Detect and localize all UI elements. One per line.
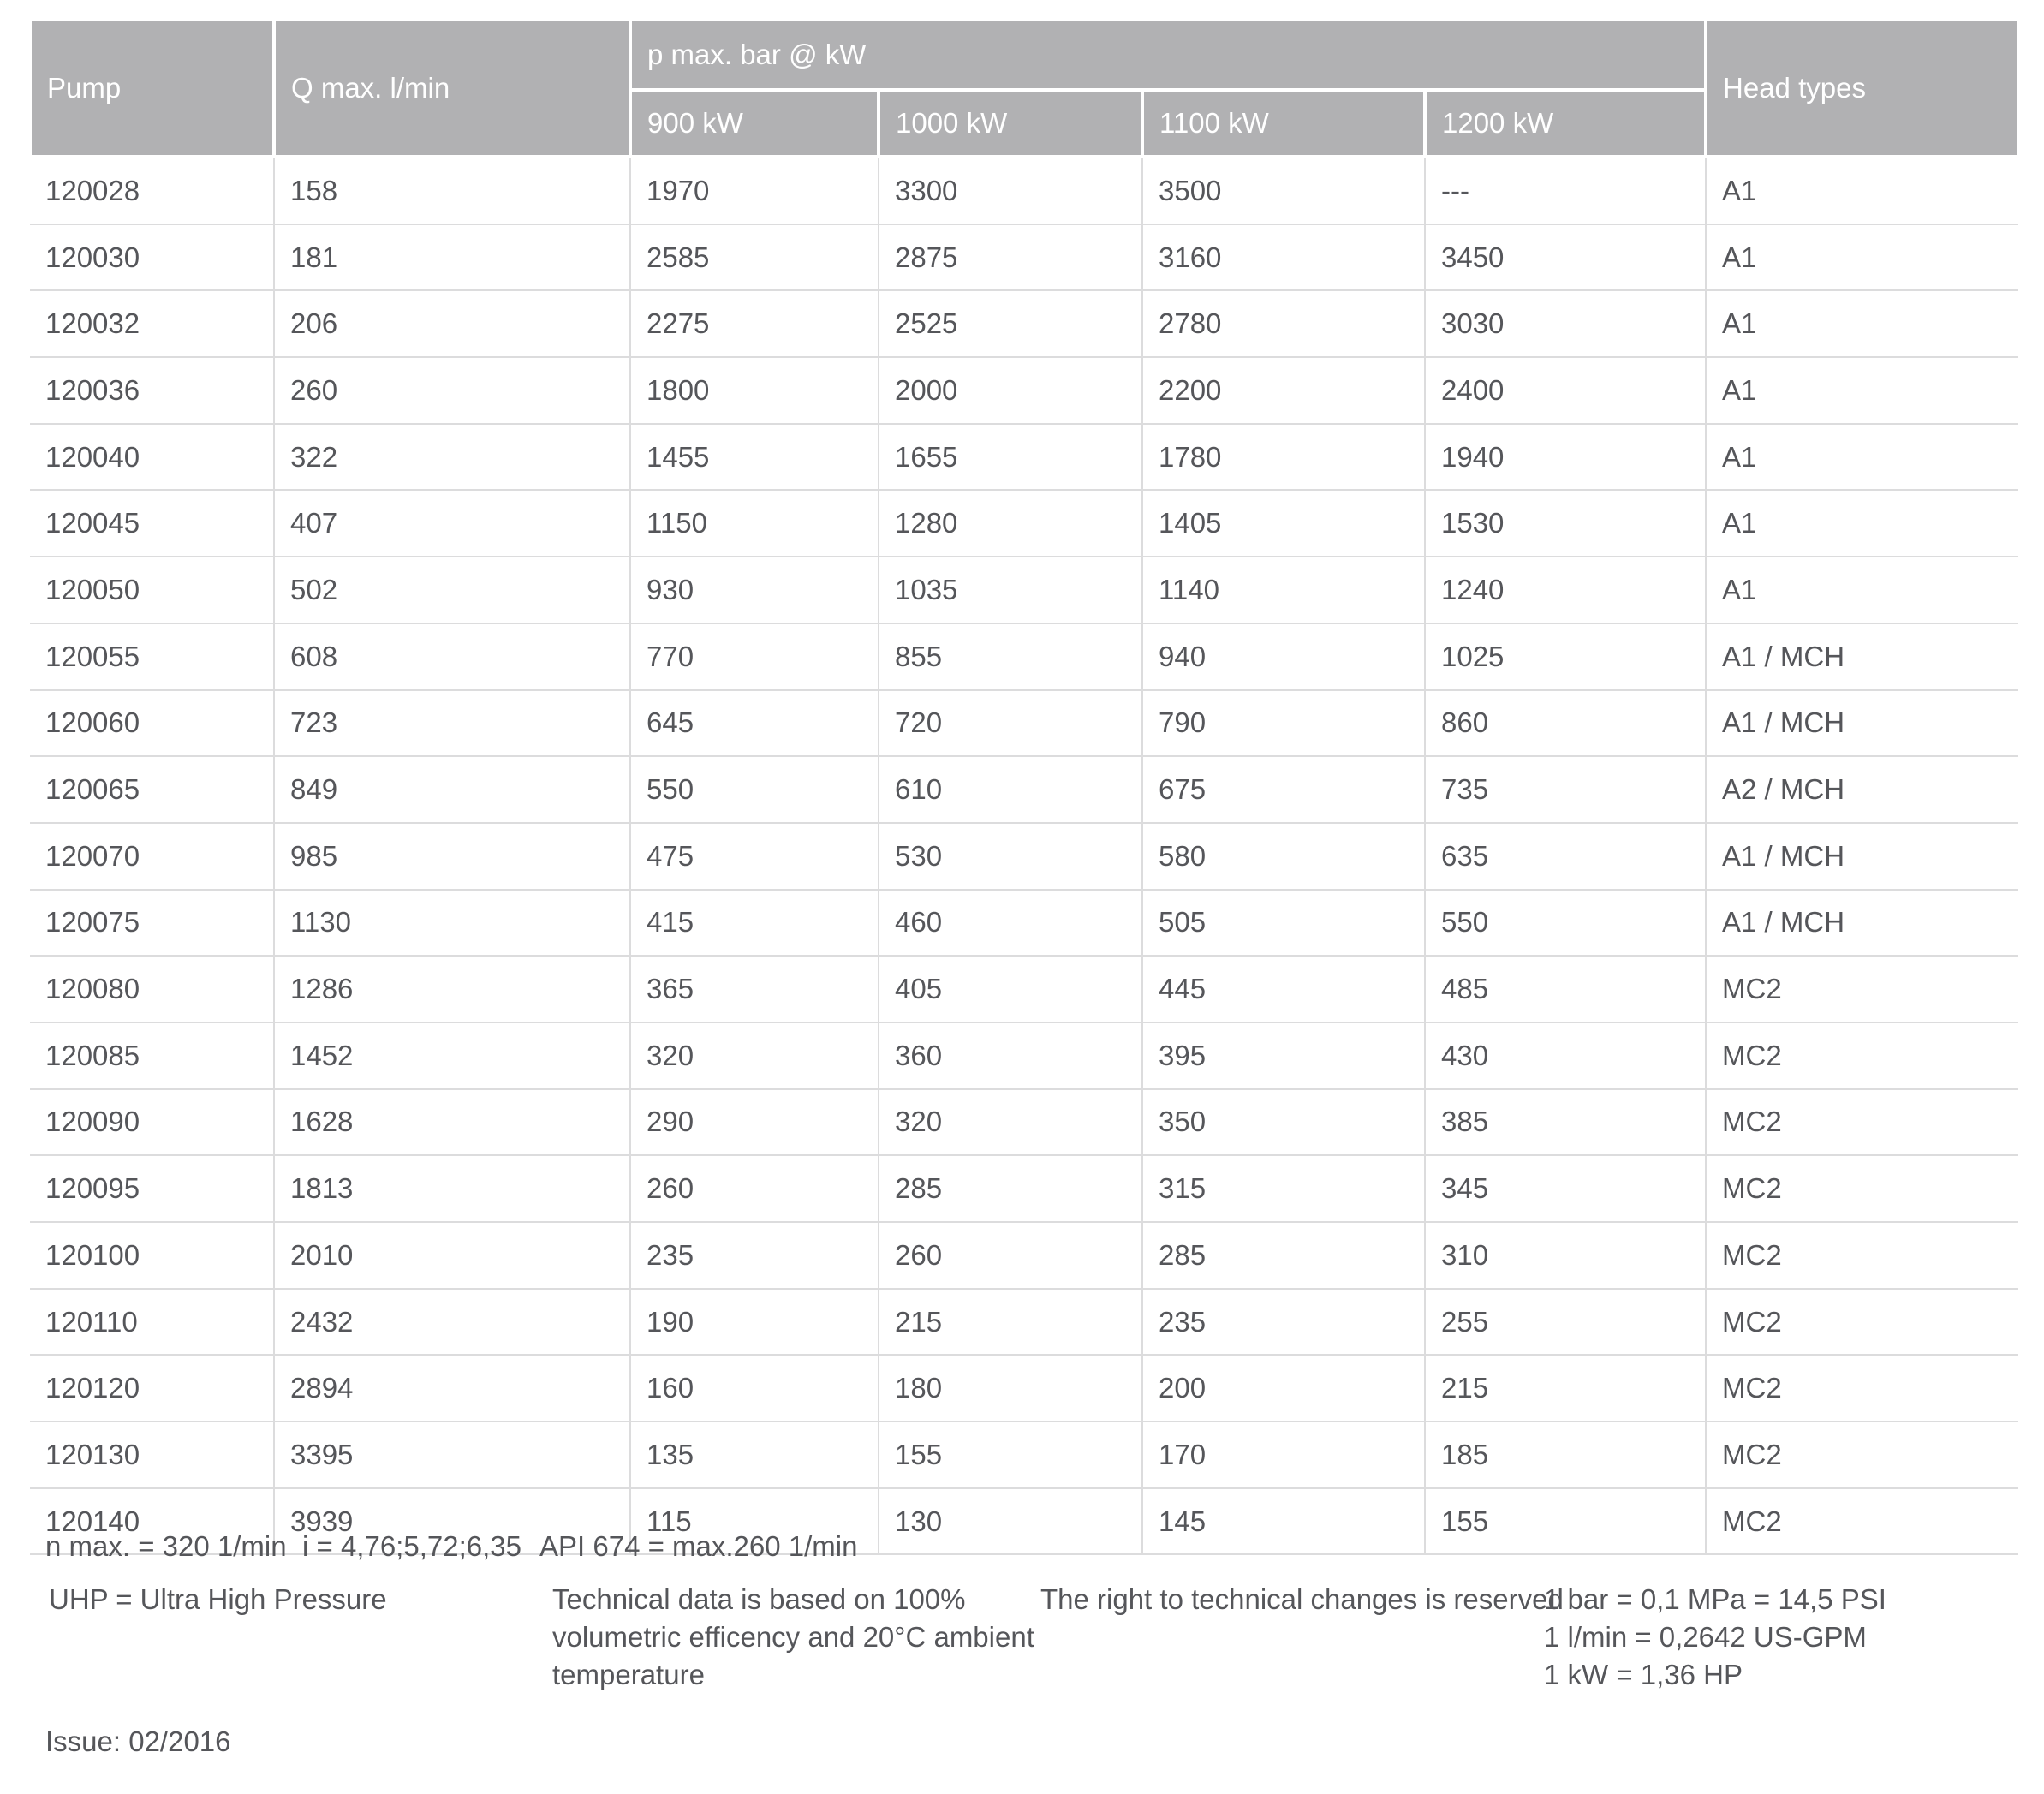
cell-p-900kw: 365 [630,956,879,1022]
cell-p-1200kw: 385 [1425,1089,1706,1156]
cell-p-1200kw: 735 [1425,756,1706,823]
cell-p-900kw: 415 [630,890,879,957]
cell-p-1200kw: 430 [1425,1022,1706,1089]
header-row-main [30,20,2018,90]
cell-p-1100kw: 505 [1142,890,1425,957]
cell-p-1100kw: 790 [1142,690,1425,757]
cell-head-types: MC2 [1706,1355,2018,1421]
cell-head-types: A1 [1706,157,2018,224]
cell-p-1200kw: 3450 [1425,224,1706,291]
note-technical-line-2: volumetric efficency and 20°C ambient [552,1621,1034,1653]
cell-p-1000kw: 2525 [879,290,1142,357]
cell-p-1200kw: 635 [1425,823,1706,890]
cell-p-1000kw: 320 [879,1089,1142,1156]
cell-p-900kw: 2275 [630,290,879,357]
cell-pump: 120060 [30,690,274,757]
cell-head-types: A1 [1706,357,2018,424]
cell-p-1100kw: 675 [1142,756,1425,823]
cell-p-900kw: 770 [630,623,879,690]
cell-p-1000kw: 855 [879,623,1142,690]
note-n-max: n max. = 320 1/min [45,1530,287,1562]
cell-p-1100kw: 395 [1142,1022,1425,1089]
cell-head-types: MC2 [1706,1222,2018,1289]
cell-p-1100kw: 2200 [1142,357,1425,424]
cell-pump: 120030 [30,224,274,291]
cell-p-1200kw: 3030 [1425,290,1706,357]
cell-head-types: A1 [1706,224,2018,291]
cell-p-1200kw: 2400 [1425,357,1706,424]
cell-p-1100kw: 170 [1142,1421,1425,1488]
cell-p-900kw: 2585 [630,224,879,291]
issue-label: Issue: 02/2016 [45,1725,231,1757]
cell-p-1200kw: 1940 [1425,424,1706,491]
cell-p-1100kw: 1405 [1142,490,1425,557]
cell-pump: 120080 [30,956,274,1022]
col-header-kw-1200-kw: 1200 kW [1425,90,1706,157]
conversion-lmin-gpm: 1 l/min = 0,2642 US-GPM [1544,1621,1867,1653]
cell-p-1200kw: 860 [1425,690,1706,757]
col-header-kw-1100-kw: 1100 kW [1142,90,1425,157]
cell-p-1200kw: 310 [1425,1222,1706,1289]
table-row [30,1289,2018,1356]
cell-head-types: MC2 [1706,1289,2018,1356]
cell-p-1200kw: 345 [1425,1155,1706,1222]
cell-qmax: 181 [274,224,630,291]
cell-p-1100kw: 1780 [1142,424,1425,491]
cell-p-900kw: 135 [630,1421,879,1488]
cell-p-1200kw: 185 [1425,1421,1706,1488]
cell-p-1000kw: 155 [879,1421,1142,1488]
table-row [30,623,2018,690]
table-row [30,557,2018,623]
cell-pump: 120055 [30,623,274,690]
cell-qmax: 1628 [274,1089,630,1156]
table-row [30,823,2018,890]
table-row [30,756,2018,823]
table-row [30,1355,2018,1421]
cell-qmax: 849 [274,756,630,823]
table-body [30,157,2018,1554]
cell-pump: 120075 [30,890,274,957]
cell-p-1100kw: 145 [1142,1488,1425,1555]
cell-head-types: A1 / MCH [1706,890,2018,957]
cell-p-900kw: 645 [630,690,879,757]
cell-p-900kw: 1455 [630,424,879,491]
cell-head-types: A1 [1706,290,2018,357]
note-i-ratios: i = 4,76;5,72;6,35 [302,1530,521,1562]
table-header [30,20,2018,157]
cell-pump: 120085 [30,1022,274,1089]
cell-p-1000kw: 3300 [879,157,1142,224]
cell-qmax: 723 [274,690,630,757]
cell-p-900kw: 320 [630,1022,879,1089]
conversion-bar-psi: 1 bar = 0,1 MPa = 14,5 PSI [1544,1583,1886,1615]
cell-pump: 120032 [30,290,274,357]
cell-head-types: A1 [1706,490,2018,557]
cell-p-900kw: 930 [630,557,879,623]
cell-p-1200kw: 485 [1425,956,1706,1022]
cell-qmax: 502 [274,557,630,623]
note-uhp: UHP = Ultra High Pressure [49,1583,387,1615]
cell-head-types: MC2 [1706,1155,2018,1222]
cell-head-types: A1 [1706,557,2018,623]
cell-p-1100kw: 3160 [1142,224,1425,291]
cell-pump: 120090 [30,1089,274,1156]
table-row [30,956,2018,1022]
cell-p-1100kw: 285 [1142,1222,1425,1289]
col-header-pmax-group: p max. bar @ kW [630,20,1706,90]
cell-p-1100kw: 1140 [1142,557,1425,623]
cell-p-900kw: 475 [630,823,879,890]
table-row [30,224,2018,291]
cell-p-1000kw: 260 [879,1222,1142,1289]
col-header-qmax: Q max. l/min [274,20,630,157]
cell-head-types: MC2 [1706,1089,2018,1156]
cell-qmax: 608 [274,623,630,690]
cell-p-1000kw: 1280 [879,490,1142,557]
cell-p-900kw: 1150 [630,490,879,557]
cell-p-1000kw: 360 [879,1022,1142,1089]
cell-qmax: 260 [274,357,630,424]
cell-p-1100kw: 315 [1142,1155,1425,1222]
cell-p-1200kw: 1530 [1425,490,1706,557]
cell-p-900kw: 290 [630,1089,879,1156]
cell-pump: 120130 [30,1421,274,1488]
table-row [30,357,2018,424]
cell-p-1000kw: 2875 [879,224,1142,291]
table-row [30,290,2018,357]
table-row [30,157,2018,224]
cell-head-types: MC2 [1706,1488,2018,1555]
cell-pump: 120095 [30,1155,274,1222]
cell-p-1000kw: 405 [879,956,1142,1022]
cell-p-900kw: 1800 [630,357,879,424]
cell-p-1000kw: 530 [879,823,1142,890]
cell-qmax: 1452 [274,1022,630,1089]
cell-p-1000kw: 610 [879,756,1142,823]
cell-pump: 120140 [30,1488,274,1555]
cell-head-types: MC2 [1706,956,2018,1022]
note-technical-basis [552,1581,1034,1694]
cell-p-900kw: 115 [630,1488,879,1555]
cell-pump: 120036 [30,357,274,424]
cell-p-900kw: 260 [630,1155,879,1222]
cell-head-types: MC2 [1706,1022,2018,1089]
cell-pump: 120028 [30,157,274,224]
cell-qmax: 2432 [274,1289,630,1356]
cell-p-1000kw: 460 [879,890,1142,957]
cell-p-1100kw: 940 [1142,623,1425,690]
cell-p-1200kw: 1025 [1425,623,1706,690]
table-row [30,690,2018,757]
note-technical-line-1: Technical data is based on 100% [552,1583,966,1615]
cell-p-1200kw: 255 [1425,1289,1706,1356]
cell-p-1000kw: 720 [879,690,1142,757]
table-row [30,1421,2018,1488]
pump-spec-table [28,18,2020,1555]
cell-p-900kw: 160 [630,1355,879,1421]
cell-head-types: A1 / MCH [1706,690,2018,757]
cell-p-1200kw: 155 [1425,1488,1706,1555]
cell-p-1000kw: 180 [879,1355,1142,1421]
cell-pump: 120100 [30,1222,274,1289]
cell-p-1100kw: 580 [1142,823,1425,890]
cell-head-types: A2 / MCH [1706,756,2018,823]
cell-qmax: 3939 [274,1488,630,1555]
cell-qmax: 206 [274,290,630,357]
note-api-674: API 674 = max.260 1/min [539,1530,858,1562]
table-row [30,1222,2018,1289]
cell-p-1000kw: 215 [879,1289,1142,1356]
cell-qmax: 3395 [274,1421,630,1488]
conversion-kw-hp: 1 kW = 1,36 HP [1544,1659,1743,1690]
cell-pump: 120045 [30,490,274,557]
cell-qmax: 2010 [274,1222,630,1289]
cell-qmax: 1130 [274,890,630,957]
cell-head-types: MC2 [1706,1421,2018,1488]
cell-p-1200kw: --- [1425,157,1706,224]
cell-p-1100kw: 445 [1142,956,1425,1022]
cell-pump: 120110 [30,1289,274,1356]
cell-pump: 120070 [30,823,274,890]
col-header-head-types: Head types [1706,20,2018,157]
note-rights-reserved: The right to technical changes is reserved [1040,1583,1564,1615]
cell-qmax: 158 [274,157,630,224]
col-header-kw-900-kw: 900 kW [630,90,879,157]
cell-p-1000kw: 1035 [879,557,1142,623]
cell-head-types: A1 / MCH [1706,823,2018,890]
note-technical-line-3: temperature [552,1659,705,1690]
cell-pump: 120065 [30,756,274,823]
cell-p-1000kw: 285 [879,1155,1142,1222]
table-row [30,490,2018,557]
cell-qmax: 2894 [274,1355,630,1421]
cell-qmax: 1813 [274,1155,630,1222]
cell-p-900kw: 550 [630,756,879,823]
note-unit-conversions [1544,1581,1886,1694]
cell-p-1100kw: 350 [1142,1089,1425,1156]
cell-p-1000kw: 130 [879,1488,1142,1555]
cell-p-900kw: 190 [630,1289,879,1356]
cell-qmax: 1286 [274,956,630,1022]
cell-pump: 120050 [30,557,274,623]
cell-pump: 120040 [30,424,274,491]
cell-qmax: 407 [274,490,630,557]
cell-p-900kw: 235 [630,1222,879,1289]
cell-pump: 120120 [30,1355,274,1421]
cell-p-1100kw: 200 [1142,1355,1425,1421]
table-row [30,1155,2018,1222]
cell-head-types: A1 [1706,424,2018,491]
cell-qmax: 322 [274,424,630,491]
cell-p-1100kw: 2780 [1142,290,1425,357]
cell-p-1000kw: 1655 [879,424,1142,491]
cell-p-900kw: 1970 [630,157,879,224]
col-header-kw-1000-kw: 1000 kW [879,90,1142,157]
table-row [30,1022,2018,1089]
cell-p-1100kw: 3500 [1142,157,1425,224]
cell-head-types: A1 / MCH [1706,623,2018,690]
col-header-pump: Pump [30,20,274,157]
table-row [30,1089,2018,1156]
cell-p-1000kw: 2000 [879,357,1142,424]
cell-p-1200kw: 215 [1425,1355,1706,1421]
table-row [30,890,2018,957]
cell-p-1200kw: 1240 [1425,557,1706,623]
cell-p-1200kw: 550 [1425,890,1706,957]
cell-p-1100kw: 235 [1142,1289,1425,1356]
table-row [30,424,2018,491]
cell-qmax: 985 [274,823,630,890]
